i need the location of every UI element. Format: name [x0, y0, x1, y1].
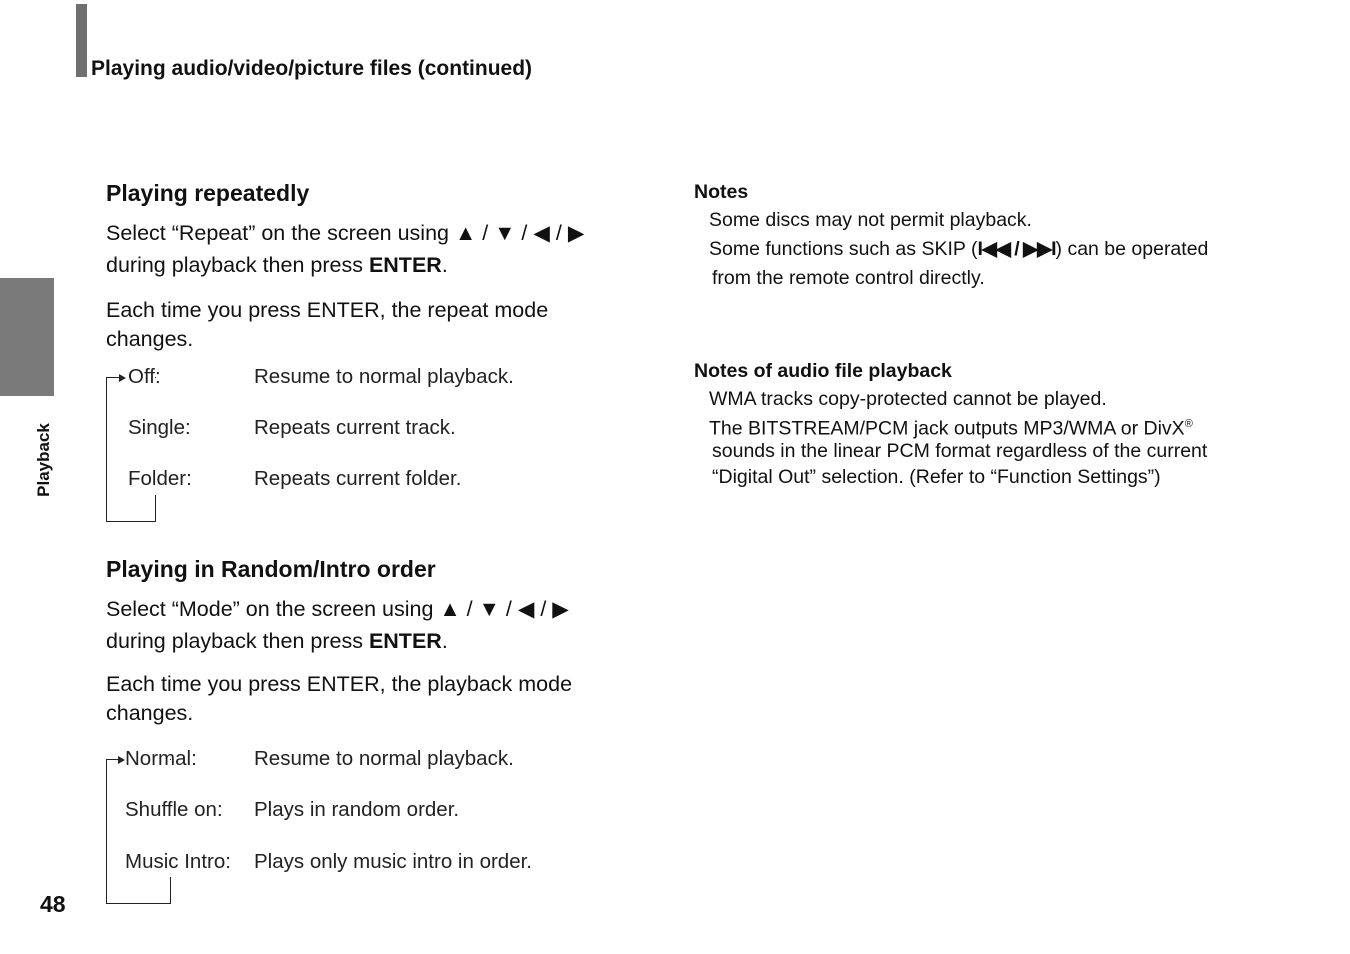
random-mode-shuffle-label: Shuffle on:: [125, 798, 223, 821]
repeat-mode-folder-label: Folder:: [128, 467, 192, 490]
repeat-description: Each time you press ENTER, the repeat mode changes.: [106, 298, 549, 351]
audio-notes-heading: Notes of audio file playback: [694, 360, 952, 382]
random-heading: Playing in Random/Intro order: [106, 556, 436, 582]
audio-notes-line1: WMA tracks copy-protected cannot be played.: [709, 388, 1107, 410]
repeat-instruction-line1: Select “Repeat” on the screen using ▲ / ▼ / ◀ / ▶: [106, 221, 585, 245]
repeat-cycle-arrowhead: [119, 374, 126, 382]
audio-notes-line4: “Digital Out” selection. (Refer to “Function Settings”): [712, 466, 1161, 488]
random-mode-normal-label: Normal:: [125, 747, 197, 770]
random-instruction-line1: Select “Mode” on the screen using ▲ / ▼ / ◀ / ▶: [106, 597, 569, 621]
audio-notes-line2: The BITSTREAM/PCM jack outputs MP3/WMA or DivX®: [709, 417, 1193, 440]
random-cycle-loop: [106, 759, 171, 904]
registered-mark: ®: [1184, 418, 1193, 430]
repeat-mode-off-label: Off:: [128, 365, 161, 388]
random-mode-intro-desc: Plays only music intro in order.: [254, 850, 533, 873]
repeat-mode-single-label: Single:: [128, 416, 191, 439]
enter-key-label: ENTER: [368, 253, 442, 277]
random-instruction-line2: during playback then press ENTER.: [106, 629, 448, 653]
repeat-cycle-arrow-line: [106, 377, 120, 378]
random-mode-shuffle-desc: Plays in random order.: [254, 798, 460, 821]
repeat-cycle-loop: [106, 377, 156, 522]
repeat-mode-single-desc: Repeats current track.: [254, 416, 456, 439]
notes-heading: Notes: [694, 181, 749, 203]
notes-line2: Some functions such as SKIP (I◀◀ / ▶▶I) can be operated: [709, 238, 1209, 260]
repeat-mode-off-desc: Resume to normal playback.: [254, 365, 514, 388]
random-instruction: [106, 593, 569, 657]
random-mode-intro-label: Music Intro:: [125, 850, 231, 873]
page-number: 48: [40, 891, 66, 917]
repeat-instruction-line2: during playback then press ENTER.: [106, 253, 448, 277]
side-tab-block: [0, 278, 54, 396]
audio-notes-line3: sounds in the linear PCM format regardless of the current: [712, 440, 1208, 462]
repeat-instruction: [106, 217, 584, 281]
enter-key-label: ENTER: [368, 629, 442, 653]
skip-icon: I◀◀ / ▶▶I: [977, 238, 1056, 260]
random-mode-normal-desc: Resume to normal playback.: [254, 747, 514, 770]
notes-line3: from the remote control directly.: [712, 267, 985, 289]
side-tab-label: Playback: [34, 423, 53, 497]
repeat-mode-folder-desc: Repeats current folder.: [254, 467, 462, 490]
notes-line1: Some discs may not permit playback.: [709, 209, 1032, 231]
header-accent-bar: [76, 4, 87, 77]
random-cycle-arrowhead: [118, 756, 125, 764]
repeat-heading: Playing repeatedly: [106, 180, 310, 206]
page-header-title: Playing audio/video/picture files (continued): [91, 57, 533, 80]
random-description: Each time you press ENTER, the playback mode changes.: [106, 672, 573, 725]
